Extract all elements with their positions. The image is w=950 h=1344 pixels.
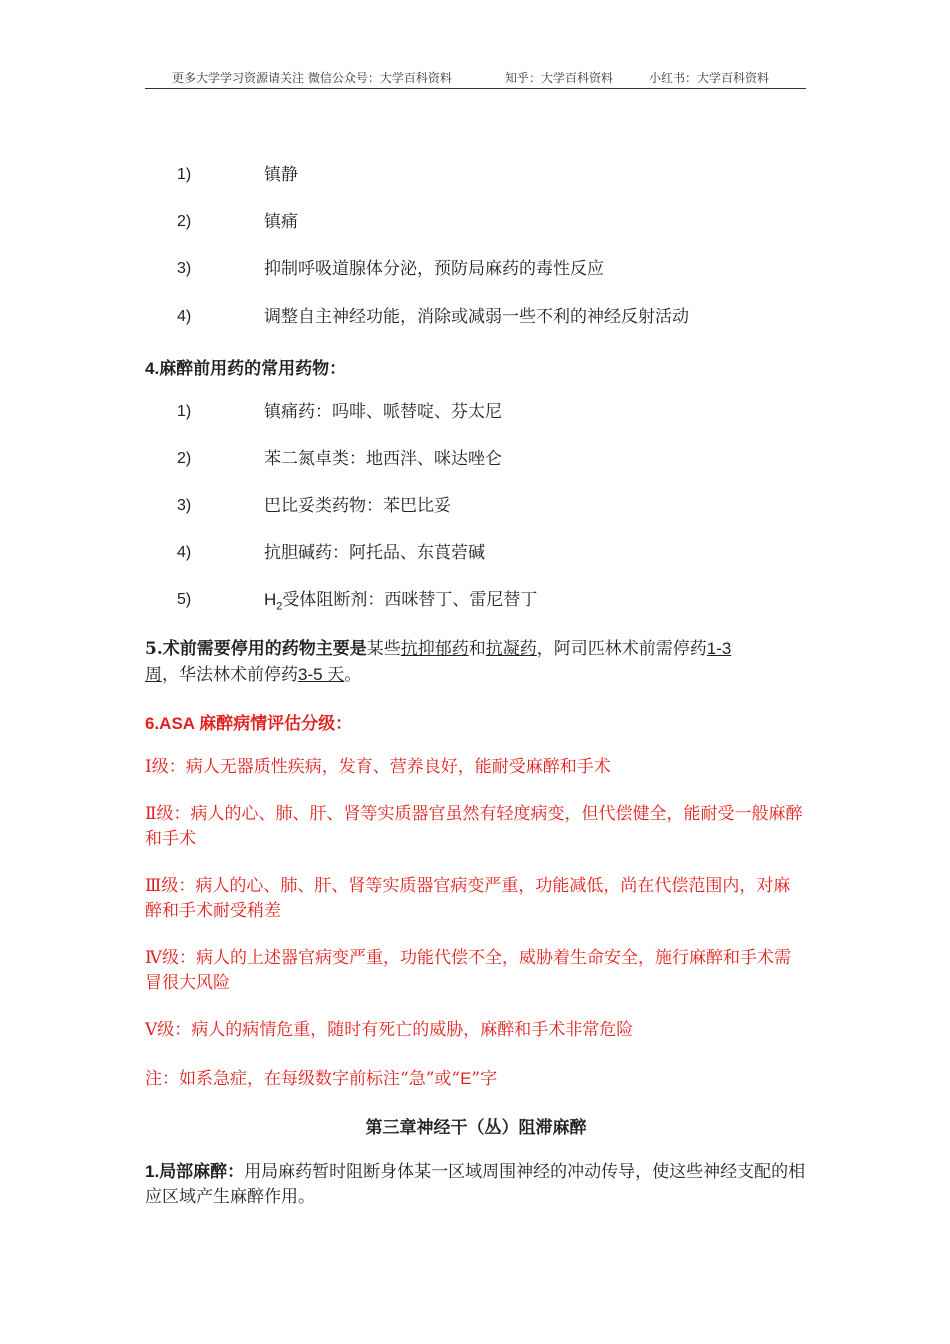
section-5-lead: 5.术前需要停用的药物主要是: [145, 639, 367, 659]
list-number: 2): [177, 213, 192, 230]
list-text: 巴比妥类药物：苯巴比妥: [264, 496, 451, 516]
list-text: 镇痛: [264, 212, 298, 232]
list-text: 抗胆碱药：阿托品、东莨菪碱: [264, 543, 485, 563]
paragraph-text: 用局麻药暂时阻断身体某一区域周围神经的冲动传导，使这些神经支配的相应区域产生麻醉作用。: [145, 1162, 806, 1207]
asa-grade-1: Ⅰ级：病人无器质性疾病，发育、营养良好，能耐受麻醉和手术: [145, 757, 611, 777]
list-number: 1): [177, 403, 192, 420]
underlined-term: 抗凝药: [485, 639, 537, 659]
header-zhihu: 知乎：大学百科资料: [505, 71, 614, 85]
list-text: 苯二氮卓类：地西泮、咪达唑仑: [264, 449, 502, 469]
chapter-3-paragraph: [145, 1159, 807, 1210]
note-text: 注：如系急症，在每级数字前标注“急”或“: [145, 1069, 461, 1089]
asa-grade-4: Ⅳ级：病人的上述器官病变严重，功能代偿不全，威胁着生命安全，施行麻醉和手术需冒很大风险: [145, 948, 791, 993]
header-wechat: 更多大学学习资源请关注 微信公众号：大学百科资料: [172, 71, 452, 85]
section-4-heading: [145, 354, 346, 379]
text: 。: [344, 665, 362, 685]
list-text: 镇静: [264, 165, 298, 185]
section-number: 4.: [145, 359, 160, 378]
list-number: 4): [177, 544, 192, 561]
underlined-term: 1-3: [706, 639, 732, 658]
text: 某些: [366, 639, 401, 659]
underlined-term: 3-5 天: [298, 665, 345, 684]
list-number: 3): [177, 260, 192, 277]
list-text: 抑制呼吸道腺体分泌，预防局麻药的毒性反应: [264, 259, 604, 279]
h-letter: H: [264, 590, 277, 609]
asa-grade-3: Ⅲ级：病人的心、肺、肝、肾等实质器官病变严重，功能减低，尚在代偿范围内，对麻醉和手术耐受稍差: [145, 876, 791, 921]
list-number: 1): [177, 166, 192, 183]
list-number: 3): [177, 497, 192, 514]
list-number: 4): [177, 308, 192, 325]
page-header: [145, 66, 806, 89]
text: 和: [468, 639, 486, 659]
subscript: 2: [276, 600, 283, 613]
list-text: 调整自主神经功能，消除或减弱一些不利的神经反射活动: [264, 307, 689, 327]
asa-grade-2: Ⅱ级：病人的心、肺、肝、肾等实质器官虽然有轻度病变，但代偿健全，能耐受一般麻醉和手术: [145, 804, 803, 849]
note-text-end: ”字: [471, 1069, 498, 1089]
list-text: 镇痛药：吗啡、哌替啶、芬太尼: [264, 402, 502, 422]
underlined-term: 周: [145, 665, 162, 685]
text: ，华法林术前停药: [162, 665, 298, 685]
underlined-term: 抗抑郁药: [400, 639, 469, 659]
asa-grade-5: Ⅴ级：病人的病情危重，随时有死亡的威胁，麻醉和手术非常危险: [145, 1020, 634, 1040]
text: ，阿司匹林术前需停药: [536, 639, 707, 659]
section-title: 麻醉前用药的常用药物：: [159, 359, 347, 379]
list-number: 5): [177, 591, 192, 608]
list-text-rest: 受体阻断剂：西咪替丁、雷尼替丁: [282, 590, 538, 610]
header-xiaohongshu: 小红书：大学百科资料: [649, 71, 770, 85]
chapter-title: 第三章神经干（丛）阻滞麻醉: [365, 1118, 587, 1138]
asa-note: [145, 1066, 807, 1092]
paragraph-number: 1.: [145, 1162, 160, 1181]
term-bold: 局部麻醉：: [159, 1162, 245, 1182]
list-text: [264, 588, 537, 618]
section-5-paragraph: [145, 636, 807, 688]
list-number: 2): [177, 450, 192, 467]
note-e: E: [460, 1069, 472, 1088]
section-6-heading: 6.ASA 麻醉病情评估分级：: [145, 714, 353, 733]
